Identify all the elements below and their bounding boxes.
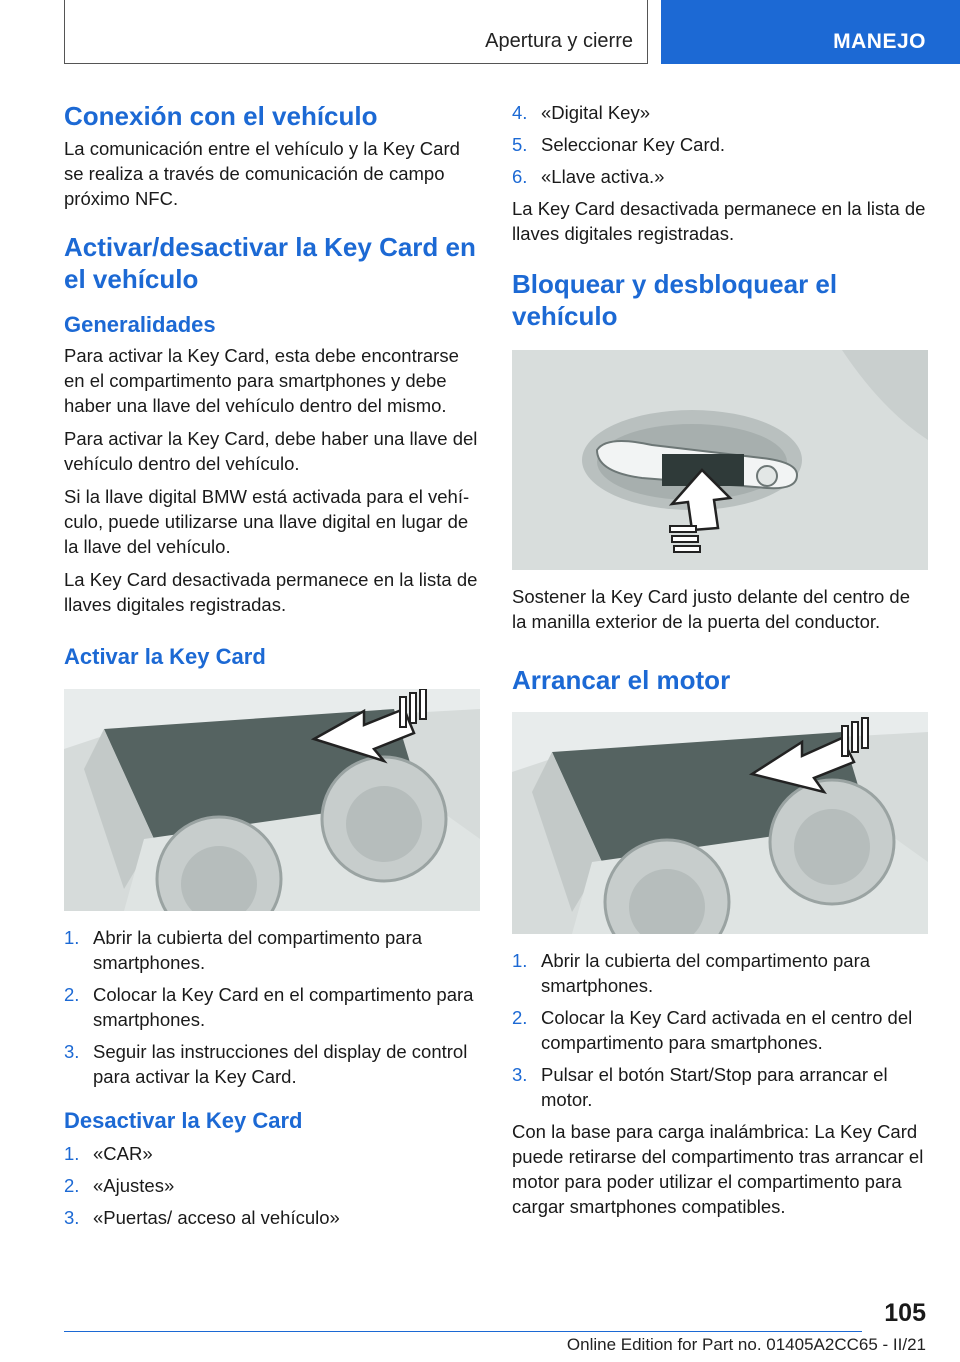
heading-conexion: Conexión con el vehículo — [64, 101, 378, 131]
paragraph-arrancar: Con la base para carga inalámbrica: La Key Card puede retirarse del compartimento tras arrancar el motor para poder utilizar el compartimento para cargar smartphones compatibles. — [512, 1121, 924, 1217]
list-item: 5. Seleccionar Key Card. — [512, 134, 726, 155]
paragraph-general-1: Para activar la Key Card, esta debe encontrarse en el compartimento para smartphones y debe haber una llave del vehículo dentro del mismo. — [64, 345, 459, 416]
list-item: 1. «CAR» — [64, 1143, 153, 1164]
list-item: 3. «Puertas/ acceso al vehículo» — [64, 1207, 340, 1228]
heading-desactivar-key-card: Desactivar la Key Card — [64, 1108, 303, 1133]
header-chapter-tab — [661, 0, 960, 64]
paragraph-desactivada: La Key Card desactivada permanece en la lista de llaves digitales registradas. — [512, 198, 926, 244]
heading-activar-key-card: Activar la Key Card — [64, 644, 266, 669]
console-figure — [64, 689, 480, 911]
desactivar-steps-list — [64, 1141, 480, 1230]
page-number: 105 — [884, 1299, 926, 1327]
console-figure-2 — [512, 712, 928, 934]
heading-arrancar: Arrancar el motor — [512, 665, 731, 695]
header-chapter-title: MANEJO — [833, 30, 926, 53]
console-arrow-illustration-icon — [64, 689, 480, 911]
arrancar-steps-list — [512, 948, 928, 1112]
paragraph-general-2: Para activar la Key Card, debe haber una llave del vehículo dentro del vehículo. — [64, 428, 478, 474]
right-column — [512, 100, 928, 1219]
heading-bloquear: Bloquear y desbloquear el vehículo — [512, 269, 838, 331]
activar-steps-list — [64, 925, 480, 1089]
list-item: 2. «Ajustes» — [64, 1175, 175, 1196]
desactivar-steps-list-continued — [512, 100, 928, 189]
list-item: 3. Seguir las instrucciones del display de control para activar la Key Card. — [64, 1041, 468, 1087]
list-item: 6. «Llave activa.» — [512, 166, 665, 187]
console-arrow-illustration-icon — [512, 712, 928, 934]
list-item: 1. Abrir la cubierta del compartimento para smartphones. — [512, 950, 871, 996]
header-section-title: Apertura y cierre — [485, 30, 633, 52]
list-item: 1. Abrir la cubierta del compartimento para smartphones. — [64, 927, 423, 973]
list-item: 4. «Digital Key» — [512, 102, 651, 123]
list-item: 2. Colocar la Key Card en el compartimento para smartphones. — [64, 984, 474, 1030]
door-handle-figure — [512, 350, 928, 570]
edition-text: Online Edition for Part no. 01405A2CC65 - II/21 — [566, 1335, 926, 1354]
left-column — [64, 100, 480, 1237]
footer-divider — [64, 1331, 862, 1332]
paragraph-conexion: La comunicación entre el vehículo y la Key Card se realiza a través de comunicación de campo próximo NFC. — [64, 138, 460, 209]
list-item: 2. Colocar la Key Card activada en el centro del compartimento para smartphones. — [512, 1007, 913, 1053]
paragraph-general-3: Si la llave digital BMW está activada para el vehí- culo, puede utilizarse una llave digital en lugar de la llave del vehículo. — [64, 486, 470, 557]
list-item: 3. Pulsar el botón Start/Stop para arrancar el motor. — [512, 1064, 888, 1110]
heading-activar-desactivar: Activar/desactivar la Key Card en el vehículo — [64, 232, 476, 294]
heading-generalidades: Generalidades — [64, 312, 216, 337]
door-handle-arrow-illustration-icon — [512, 350, 928, 570]
header-section-box — [64, 0, 648, 64]
paragraph-general-4: La Key Card desactivada permanece en la lista de llaves digitales registradas. — [64, 569, 478, 615]
paragraph-bloquear: Sostener la Key Card justo delante del centro de la manilla exterior de la puerta del conductor. — [512, 586, 910, 632]
